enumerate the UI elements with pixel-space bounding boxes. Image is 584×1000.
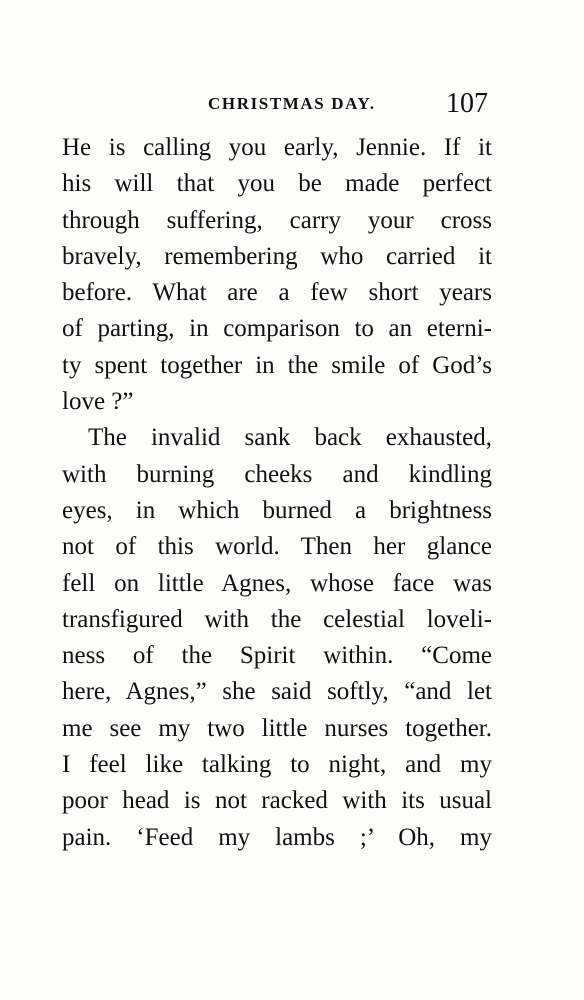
text-line: ty spent together in the smile of God’s bbox=[62, 351, 492, 379]
text-line: fell on little Agnes, whose face was bbox=[62, 569, 492, 597]
text-line: He is calling you early, Jennie. If it bbox=[62, 134, 492, 161]
text-line: of parting, in comparison to an eterni- bbox=[62, 315, 492, 343]
text-line: pain. ‘Feed my lambs ;’ Oh, my bbox=[62, 823, 492, 851]
text-line: before. What are a few short years bbox=[62, 279, 492, 307]
text-line: poor head is not racked with its usual bbox=[62, 787, 492, 815]
paragraph-1 bbox=[62, 130, 492, 420]
text-line: not of this world. Then her glance bbox=[62, 533, 492, 561]
page-number: 107 bbox=[446, 88, 488, 119]
text-line: transfigured with the celestial loveli- bbox=[62, 605, 492, 633]
paragraph-2 bbox=[62, 420, 492, 856]
running-head bbox=[62, 88, 488, 122]
text-line: I feel like talking to night, and my bbox=[62, 751, 492, 779]
text-line: here, Agnes,” she said softly, “and let bbox=[62, 678, 492, 706]
text-line: ness of the Spirit within. “Come bbox=[62, 642, 492, 670]
text-line: through suffering, carry your cross bbox=[62, 206, 492, 234]
text-line: eyes, in which burned a brightness bbox=[62, 496, 492, 524]
text-line: The invalid sank back exhausted, bbox=[88, 424, 492, 452]
text-line: me see my two little nurses together. bbox=[62, 714, 492, 742]
text-line: with burning cheeks and kindling bbox=[62, 460, 492, 488]
text-line: love ?” bbox=[62, 388, 134, 416]
running-title: CHRISTMAS DAY. bbox=[208, 94, 376, 113]
body-text bbox=[62, 130, 492, 856]
text-line: his will that you be made perfect bbox=[62, 170, 492, 198]
text-line: bravely, remembering who carried it bbox=[62, 242, 492, 270]
